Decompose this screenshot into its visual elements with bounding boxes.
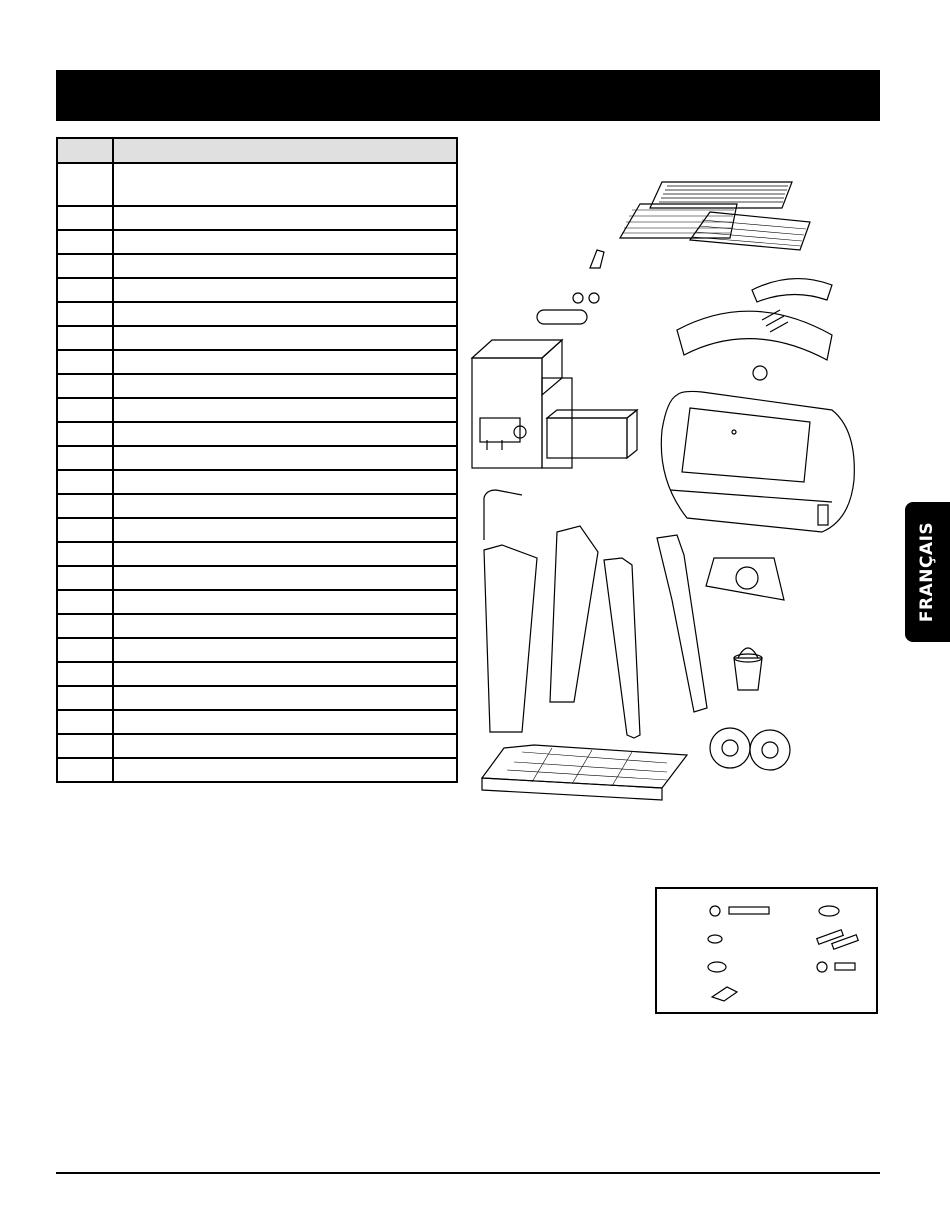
pellet-hopper	[472, 340, 572, 468]
anchor-pins	[817, 930, 858, 950]
short-bolt	[817, 962, 855, 972]
table-row	[57, 758, 457, 782]
part-number-cell	[57, 278, 113, 302]
table-row	[57, 542, 457, 566]
part-number-cell	[57, 446, 113, 470]
table-row	[57, 638, 457, 662]
language-tab-label: FRANÇAIS	[917, 521, 938, 623]
table-row	[57, 710, 457, 734]
part-description-cell	[113, 758, 457, 782]
cooking-grates	[620, 204, 810, 250]
table-row	[57, 518, 457, 542]
part-description-cell	[113, 278, 457, 302]
table-row	[57, 206, 457, 230]
part-description-cell	[113, 446, 457, 470]
wheels	[710, 728, 790, 770]
table-row	[57, 278, 457, 302]
grease-bucket	[734, 648, 762, 690]
part-number-cell	[57, 254, 113, 278]
table-row	[57, 614, 457, 638]
part-description-cell	[113, 614, 457, 638]
part-number-cell	[57, 710, 113, 734]
part-number-cell	[57, 422, 113, 446]
logo-panel	[706, 558, 784, 600]
bolt-with-washer	[710, 906, 769, 916]
parts-table-body	[57, 163, 457, 782]
part-number-cell	[57, 326, 113, 350]
chimney-pipe	[537, 310, 587, 324]
leg-front-right	[604, 558, 640, 738]
part-number-cell	[57, 494, 113, 518]
part-description-cell	[113, 590, 457, 614]
leg-back-right	[657, 535, 707, 712]
part-description-cell	[113, 710, 457, 734]
part-description-cell	[113, 163, 457, 206]
table-row	[57, 734, 457, 758]
grill-barrel	[661, 391, 854, 532]
parts-list-table	[56, 137, 458, 783]
part-number-cell	[57, 350, 113, 374]
part-number-cell	[57, 374, 113, 398]
part-number-cell	[57, 518, 113, 542]
flat-washer-large	[819, 906, 839, 916]
part-description-cell	[113, 518, 457, 542]
part-number-cell	[57, 758, 113, 782]
part-description-cell	[113, 374, 457, 398]
part-number-cell	[57, 230, 113, 254]
table-row	[57, 230, 457, 254]
table-row	[57, 590, 457, 614]
part-description-cell	[113, 542, 457, 566]
footer-rule	[56, 1172, 880, 1174]
part-number-cell	[57, 566, 113, 590]
part-number-cell	[57, 398, 113, 422]
part-number-cell	[57, 470, 113, 494]
table-header-row	[57, 138, 457, 163]
table-row	[57, 163, 457, 206]
bottom-shelf	[482, 745, 687, 800]
part-description-cell	[113, 470, 457, 494]
table-row	[57, 350, 457, 374]
part-number-cell	[57, 734, 113, 758]
part-description-cell	[113, 326, 457, 350]
part-description-cell	[113, 734, 457, 758]
lock-washer	[708, 935, 722, 943]
part-number-cell	[57, 662, 113, 686]
part-number-cell	[57, 590, 113, 614]
header-description-cell	[113, 138, 457, 163]
part-description-cell	[113, 350, 457, 374]
table-row	[57, 566, 457, 590]
table-row	[57, 302, 457, 326]
grill-ring	[753, 366, 767, 380]
flat-washer-small	[708, 962, 726, 972]
header-number-cell	[57, 138, 113, 163]
part-description-cell	[113, 566, 457, 590]
table-row	[57, 470, 457, 494]
heat-baffle	[677, 279, 832, 360]
part-description-cell	[113, 686, 457, 710]
part-description-cell	[113, 302, 457, 326]
hook-clip	[712, 987, 737, 1001]
table-row	[57, 374, 457, 398]
part-number-cell	[57, 686, 113, 710]
table-row	[57, 686, 457, 710]
table-row	[57, 662, 457, 686]
auger-tube	[547, 410, 637, 458]
section-header-bar	[56, 70, 880, 121]
table-row	[57, 254, 457, 278]
part-number-cell	[57, 206, 113, 230]
part-description-cell	[113, 662, 457, 686]
part-description-cell	[113, 398, 457, 422]
leg-front-left	[484, 545, 537, 732]
part-description-cell	[113, 638, 457, 662]
table-row	[57, 326, 457, 350]
leg-back-left	[550, 526, 598, 702]
part-number-cell	[57, 614, 113, 638]
table-row	[57, 446, 457, 470]
hardware-kit-box	[655, 887, 878, 1014]
part-number-cell	[57, 638, 113, 662]
part-number-cell	[57, 163, 113, 206]
table-row	[57, 494, 457, 518]
exploded-parts-diagram	[462, 160, 902, 820]
table-row	[57, 398, 457, 422]
language-tab	[905, 502, 950, 642]
nut-pair	[573, 293, 583, 303]
part-number-cell	[57, 302, 113, 326]
small-bracket	[590, 250, 604, 268]
part-description-cell	[113, 206, 457, 230]
part-description-cell	[113, 254, 457, 278]
part-description-cell	[113, 494, 457, 518]
part-description-cell	[113, 230, 457, 254]
temperature-probe	[484, 490, 522, 540]
part-description-cell	[113, 422, 457, 446]
table-row	[57, 422, 457, 446]
part-number-cell	[57, 542, 113, 566]
